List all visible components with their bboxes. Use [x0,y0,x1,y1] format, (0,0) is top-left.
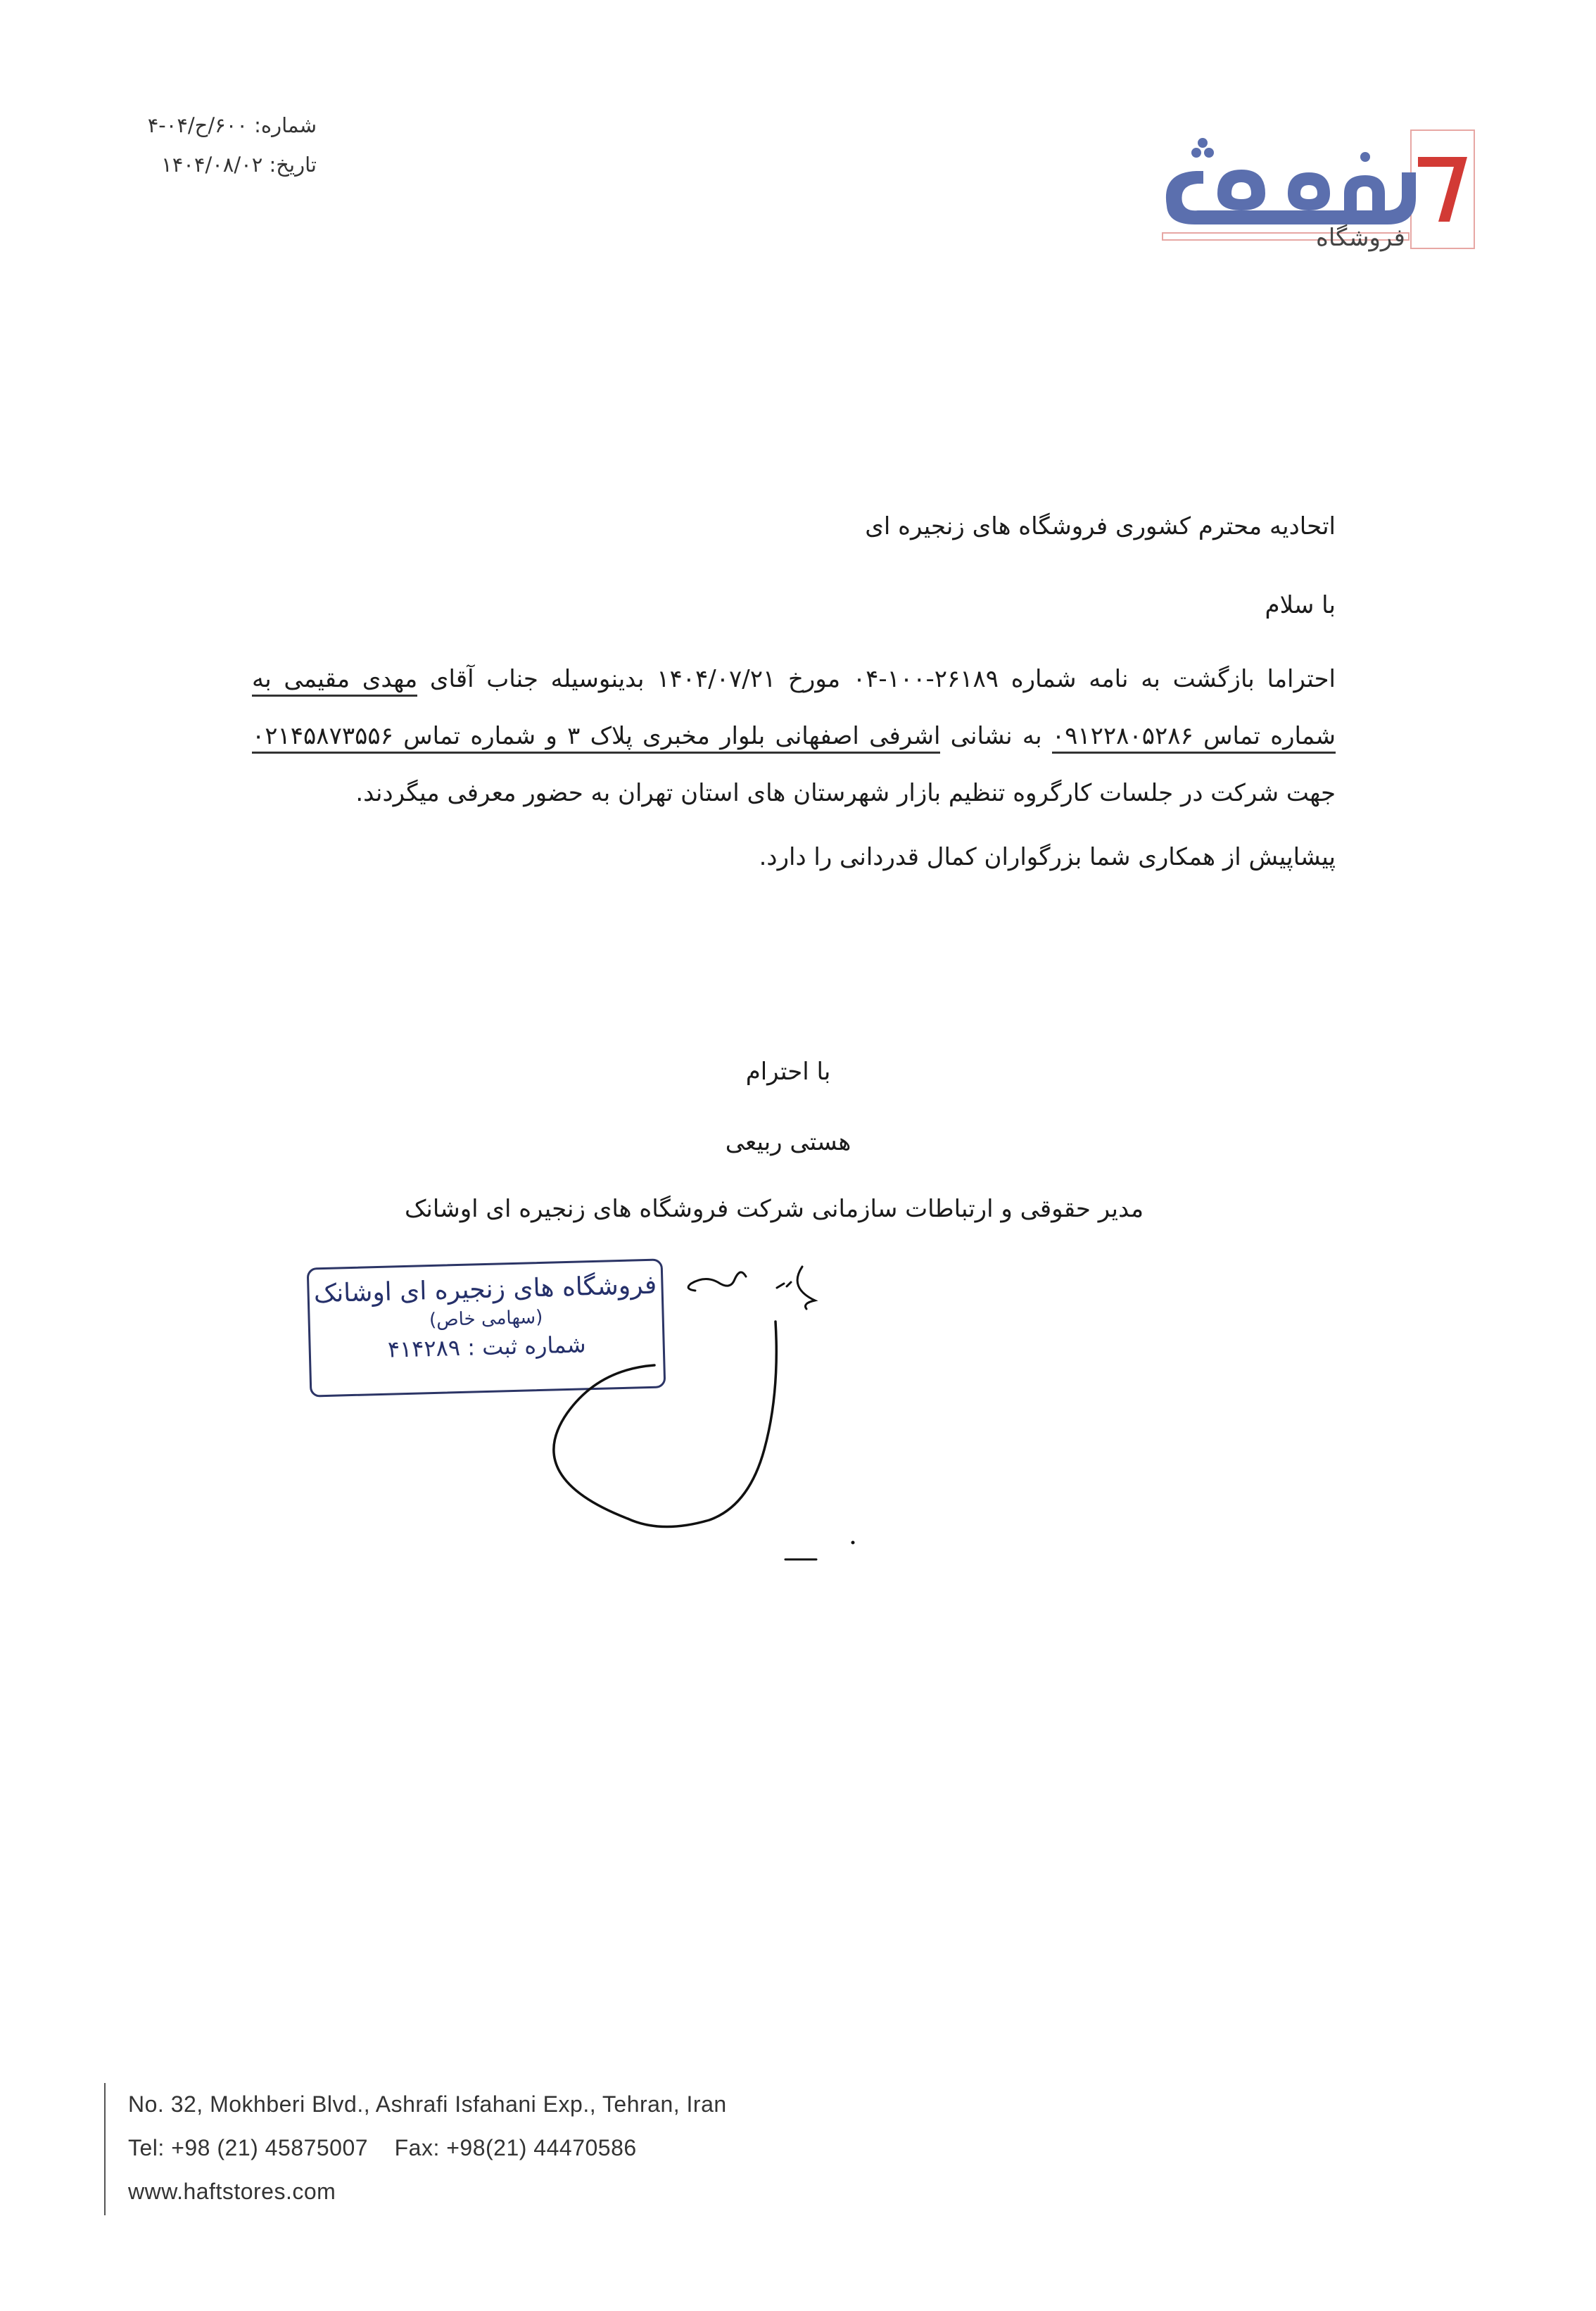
stamp-company-name: فروشگاه های زنجیره ای اوشانک [313,1270,657,1309]
body-underlined-address: اشرفی اصفهانی بلوار مخبری پلاک ۳ و شماره تماس ۰۲۱۴۵۸۷۳۵۵۶ [252,722,940,754]
logo-seven [1418,157,1467,222]
handwritten-signature [507,1239,901,1569]
stamp-company-type: (سهامی خاص) [429,1306,543,1331]
signer-title: مدیر حقوقی و ارتباطات سازمانی شرکت فروشگاه های زنجیره ای اوشانک [404,1195,1144,1223]
letter-meta [106,106,317,184]
letter-date: تاریخ: ۱۴۰۴/۰۸/۰۲ [161,153,317,177]
logo-wordmark [1166,138,1416,224]
greeting: با سلام [1265,591,1336,619]
signer-name: هستی ربیعی [725,1128,851,1156]
closing-line: پیشاپیش از همکاری شما بزرگواران کمال قدردانی را دارد. [759,843,1336,871]
footer-phone-fax: Tel: +98 (21) 45875007 Fax: +98(21) 44470586 [128,2135,637,2160]
letter-number: شماره: ۶۰۰/ح/۰۴-۴ [147,113,317,137]
body-text-1: احتراما بازگشت به نامه شماره ۲۶۱۸۹-۱۰۰-۰۴ مورخ ۱۴۰۴/۰۷/۲۱ بدینوسیله جناب آقای [429,665,1336,693]
logo-tagline: فروشگاه [1316,224,1405,252]
stamp-registration: شماره ثبت : ۴۱۴۲۸۹ [387,1331,586,1363]
body-text-3: جهت شرکت در جلسات کارگروه تنظیم بازار شهرستان های استان تهران به حضور معرفی میگردند. [355,779,1336,807]
footer-divider [104,2083,106,2215]
letter-body [252,651,1336,822]
regards: با احترام [745,1058,831,1086]
body-underlined-contact: مهدی مقیمی به شماره تماس ۰۹۱۲۲۸۰۵۲۸۶ [252,665,1336,754]
footer-address: No. 32, Mokhberi Blvd., Ashrafi Isfahani Exp., Tehran, Iran [128,2091,727,2117]
footer-website: www.haftstores.com [128,2179,336,2204]
addressee: اتحادیه محترم کشوری فروشگاه های زنجیره ای [865,512,1336,540]
body-text-2: به نشانی [950,722,1042,750]
